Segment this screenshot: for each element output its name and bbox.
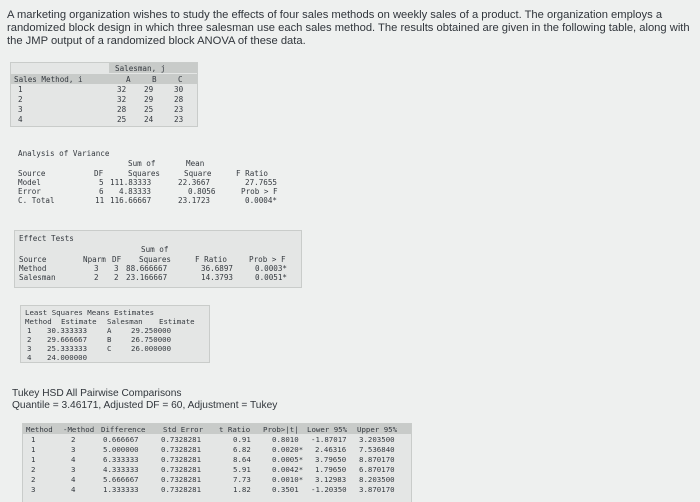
anova-row-source: Model bbox=[18, 178, 41, 187]
problem-statement: A marketing organization wishes to study the effects of four sales methods on weekly sales of a product. The organization employs a randomized block design in which three salesman use each sales method. The results obtained are given in the following table, along with the JMP output of a randomized block ANOVA of these data. bbox=[7, 9, 690, 47]
anova-row-f: 0.0004* bbox=[245, 196, 278, 205]
tukey-header-se: Std Error bbox=[163, 425, 204, 434]
tukey-cell-diff: 1.333333 bbox=[103, 485, 139, 494]
tukey-cell-hi: 6.870170 bbox=[359, 465, 395, 474]
data-table-row-method: 1 bbox=[18, 85, 23, 94]
lsmeans-row-est1: 30.333333 bbox=[47, 326, 88, 335]
anova-row-ms: 0.8056 bbox=[188, 187, 216, 196]
tukey-cell-m1: 2 bbox=[31, 465, 36, 474]
anova-title: Analysis of Variance bbox=[18, 149, 110, 158]
lsmeans-row-est2: 26.000000 bbox=[131, 344, 172, 353]
tukey-cell-hi: 8.203500 bbox=[359, 475, 395, 484]
lsmeans-row-salesman: C bbox=[107, 344, 112, 353]
anova-header-ss-bottom: Squares bbox=[128, 169, 161, 178]
data-table-col-c: C bbox=[178, 75, 183, 84]
lsmeans-title: Least Squares Means Estimates bbox=[25, 308, 155, 317]
data-table-cell: 25 bbox=[144, 105, 154, 114]
tukey-header-m2: -Method bbox=[63, 425, 95, 434]
effect-tests-panel bbox=[14, 230, 302, 288]
tukey-header-t: t Ratio bbox=[219, 425, 251, 434]
lsmeans-row-salesman: A bbox=[107, 326, 112, 335]
effect-header-nparm: Nparm bbox=[83, 255, 106, 264]
tukey-cell-p: 0.0005* bbox=[272, 455, 304, 464]
tukey-cell-m1: 1 bbox=[31, 455, 36, 464]
tukey-cell-m1: 1 bbox=[31, 445, 36, 454]
effect-header-source: Source bbox=[19, 255, 47, 264]
effect-row-source: Method bbox=[19, 264, 47, 273]
lsmeans-row-method: 1 bbox=[27, 326, 32, 335]
tukey-cell-se: 0.7328281 bbox=[161, 465, 202, 474]
anova-row-f: 27.7655 bbox=[245, 178, 278, 187]
effect-header-p: Prob > F bbox=[249, 255, 286, 264]
tukey-cell-t: 8.64 bbox=[233, 455, 251, 464]
lsmeans-row-est2: 26.750000 bbox=[131, 335, 172, 344]
lsmeans-row-salesman: B bbox=[107, 335, 112, 344]
data-table-group-header: Salesman, j bbox=[115, 64, 166, 73]
effect-row-nparm: 3 bbox=[94, 264, 99, 273]
tukey-cell-m2: 4 bbox=[71, 455, 76, 464]
tukey-cell-m1: 1 bbox=[31, 435, 36, 444]
tukey-cell-m2: 4 bbox=[71, 485, 76, 494]
data-table-cell: 30 bbox=[174, 85, 184, 94]
anova-row-ss: 111.83333 bbox=[110, 178, 152, 187]
tukey-cell-p: 0.0010* bbox=[272, 475, 304, 484]
tukey-cell-m1: 3 bbox=[31, 485, 36, 494]
anova-panel bbox=[14, 146, 310, 212]
tukey-cell-p: 0.0020* bbox=[272, 445, 304, 454]
effect-row-source: Salesman bbox=[19, 273, 56, 282]
data-table-panel bbox=[10, 62, 198, 127]
data-table-cell: 24 bbox=[144, 115, 154, 124]
tukey-cell-m2: 3 bbox=[71, 445, 76, 454]
tukey-cell-t: 1.82 bbox=[233, 485, 251, 494]
tukey-cell-t: 7.73 bbox=[233, 475, 251, 484]
tukey-cell-p: 0.8010 bbox=[272, 435, 299, 444]
tukey-cell-diff: 4.333333 bbox=[103, 465, 139, 474]
tukey-cell-diff: 5.000000 bbox=[103, 445, 139, 454]
lsmeans-header-est2: Estimate bbox=[159, 317, 195, 326]
tukey-cell-m2: 3 bbox=[71, 465, 76, 474]
effect-row-ss: 23.166667 bbox=[126, 273, 168, 282]
effect-tests-title: Effect Tests bbox=[19, 234, 74, 243]
tukey-cell-hi: 7.536840 bbox=[359, 445, 395, 454]
data-table-row-header: Sales Method, i bbox=[14, 75, 83, 84]
tukey-cell-p: 0.3501 bbox=[272, 485, 299, 494]
tukey-cell-se: 0.7328281 bbox=[161, 475, 202, 484]
tukey-cell-lo: 3.12983 bbox=[315, 475, 347, 484]
anova-header-source: Source bbox=[18, 169, 46, 178]
data-table-cell: 23 bbox=[174, 105, 184, 114]
tukey-heading bbox=[12, 388, 277, 412]
data-table-cell: 32 bbox=[117, 85, 127, 94]
lsmeans-row-est1: 25.333333 bbox=[47, 344, 88, 353]
data-table-cell: 25 bbox=[117, 115, 127, 124]
anova-header-ms-bottom: Square bbox=[184, 169, 212, 178]
data-table-cell: 29 bbox=[144, 85, 154, 94]
data-table-col-b: B bbox=[152, 75, 157, 84]
data-table-cell: 28 bbox=[117, 105, 127, 114]
lsmeans-row-est1: 24.000000 bbox=[47, 353, 88, 362]
effect-row-ss: 88.666667 bbox=[126, 264, 168, 273]
anova-header-df: DF bbox=[94, 169, 104, 178]
anova-row-df: 6 bbox=[99, 187, 104, 196]
anova-header-f: F Ratio bbox=[236, 169, 269, 178]
lsmeans-row-method: 2 bbox=[27, 335, 32, 344]
tukey-header-hi: Upper 95% bbox=[357, 425, 398, 434]
tukey-cell-lo: 2.46316 bbox=[315, 445, 347, 454]
anova-row-source: C. Total bbox=[18, 196, 55, 205]
tukey-cell-lo: -1.20350 bbox=[311, 485, 347, 494]
tukey-cell-lo: 3.79650 bbox=[315, 455, 347, 464]
tukey-cell-m1: 2 bbox=[31, 475, 36, 484]
anova-row-df: 5 bbox=[99, 178, 104, 187]
effect-row-nparm: 2 bbox=[94, 273, 99, 282]
tukey-cell-t: 6.82 bbox=[233, 445, 251, 454]
effect-header-df: DF bbox=[112, 255, 122, 264]
tukey-cell-p: 0.0042* bbox=[272, 465, 304, 474]
anova-header-ss-top: Sum of bbox=[128, 159, 156, 168]
effect-header-ss-bottom: Squares bbox=[139, 255, 172, 264]
anova-row-source: Error bbox=[18, 187, 41, 196]
tukey-cell-se: 0.7328281 bbox=[161, 445, 202, 454]
anova-row-ms: 22.3667 bbox=[178, 178, 211, 187]
effect-row-df: 2 bbox=[114, 273, 119, 282]
anova-row-df: 11 bbox=[95, 196, 105, 205]
tukey-cell-t: 0.91 bbox=[233, 435, 251, 444]
effect-row-p: 0.0003* bbox=[255, 264, 288, 273]
tukey-table-panel bbox=[22, 423, 412, 502]
tukey-cell-hi: 3.870170 bbox=[359, 485, 395, 494]
tukey-header-diff: Difference bbox=[101, 425, 146, 434]
lsmeans-header-salesman: Salesman bbox=[107, 317, 143, 326]
effect-row-p: 0.0051* bbox=[255, 273, 288, 282]
tukey-cell-t: 5.91 bbox=[233, 465, 251, 474]
tukey-subtitle: Quantile = 3.46171, Adjusted DF = 60, Adjustment = Tukey bbox=[12, 400, 278, 411]
tukey-cell-hi: 3.203500 bbox=[359, 435, 395, 444]
effect-header-f: F Ratio bbox=[195, 255, 228, 264]
data-table-row-method: 2 bbox=[18, 95, 23, 104]
data-table-col-a: A bbox=[126, 75, 131, 84]
anova-row-ms: 23.1723 bbox=[178, 196, 211, 205]
effect-row-df: 3 bbox=[114, 264, 119, 273]
tukey-cell-diff: 0.666667 bbox=[103, 435, 139, 444]
data-table-cell: 28 bbox=[174, 95, 184, 104]
data-table-row-method: 4 bbox=[18, 115, 23, 124]
data-table-cell: 23 bbox=[174, 115, 184, 124]
tukey-cell-se: 0.7328281 bbox=[161, 435, 202, 444]
lsmeans-row-method: 3 bbox=[27, 344, 32, 353]
tukey-header-lo: Lower 95% bbox=[307, 425, 348, 434]
lsmeans-header-est1: Estimate bbox=[61, 317, 97, 326]
tukey-header-p: Prob>|t| bbox=[263, 425, 299, 434]
anova-header-ms-top: Mean bbox=[186, 159, 205, 168]
lsmeans-row-est2: 29.250000 bbox=[131, 326, 172, 335]
lsmeans-row-est1: 29.666667 bbox=[47, 335, 88, 344]
tukey-header-m1: Method bbox=[26, 425, 53, 434]
lsmeans-panel bbox=[20, 305, 210, 363]
tukey-cell-m2: 2 bbox=[71, 435, 76, 444]
anova-row-ss: 116.66667 bbox=[110, 196, 152, 205]
tukey-cell-m2: 4 bbox=[71, 475, 76, 484]
effect-row-f: 14.3793 bbox=[201, 273, 234, 282]
data-table-cell: 29 bbox=[144, 95, 154, 104]
effect-header-ss-top: Sum of bbox=[141, 245, 169, 254]
tukey-cell-se: 0.7328281 bbox=[161, 485, 202, 494]
anova-row-f: Prob > F bbox=[241, 187, 278, 196]
data-table-row-method: 3 bbox=[18, 105, 23, 114]
tukey-cell-lo: 1.79650 bbox=[315, 465, 347, 474]
tukey-cell-diff: 6.333333 bbox=[103, 455, 139, 464]
lsmeans-row-method: 4 bbox=[27, 353, 32, 362]
anova-row-ss: 4.83333 bbox=[119, 187, 152, 196]
tukey-cell-lo: -1.87017 bbox=[311, 435, 347, 444]
tukey-cell-hi: 8.870170 bbox=[359, 455, 395, 464]
tukey-cell-se: 0.7328281 bbox=[161, 455, 202, 464]
effect-row-f: 36.6897 bbox=[201, 264, 234, 273]
tukey-title: Tukey HSD All Pairwise Comparisons bbox=[12, 388, 182, 399]
lsmeans-header-method: Method bbox=[25, 317, 52, 326]
tukey-cell-diff: 5.666667 bbox=[103, 475, 139, 484]
data-table-cell: 32 bbox=[117, 95, 127, 104]
